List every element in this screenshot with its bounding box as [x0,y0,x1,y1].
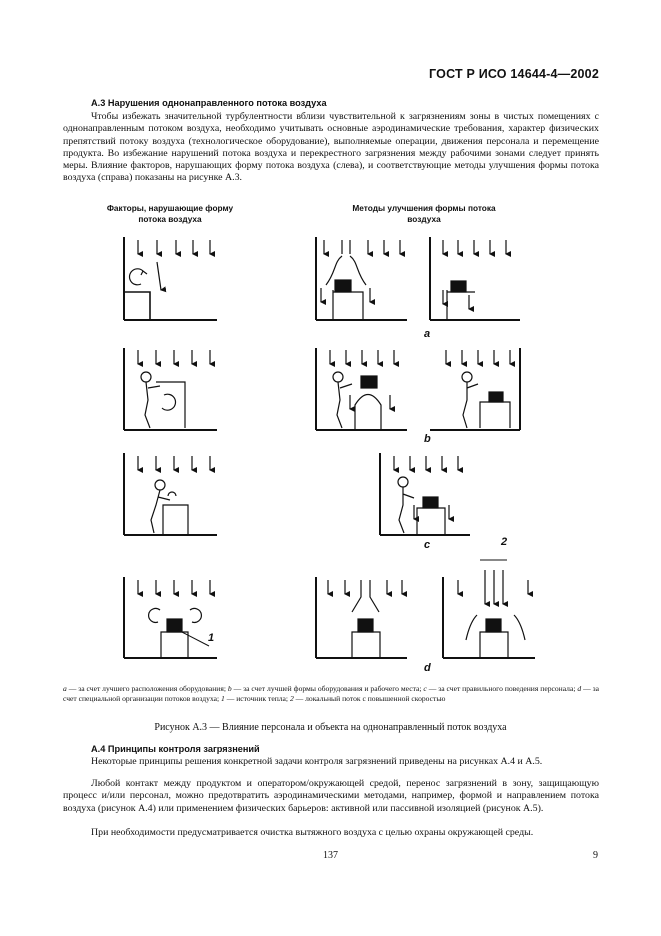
panel-b-middle [316,348,407,430]
row-label-c: c [424,539,431,551]
panel-a-middle [316,237,407,320]
page-number-center: 137 [323,850,338,861]
panel-c-left [124,453,217,535]
note-d-key: d [577,684,582,693]
note-a-text: — за счет лучшего расположения оборудования; [66,684,228,693]
section-a4-paragraph-2: Любой контакт между продуктом и оператором/окружающей средой, перенос загрязнений в зону, защищающую процесс и/или персонал, можно предотвратить аэродинамическими методами, например, формой и направлением потока воздуха (рисунок А.4) или применением физических барьеров: активной или пассивной изоляцией (рисунок А.5). [63,778,599,814]
section-a4-heading: А.4 Принципы контроля загрязнений [91,744,260,754]
right-column-title: Методы улучшения формы потока воздуха [352,203,496,224]
row-label-d: d [424,662,431,674]
note-2-key: 2 [289,693,294,703]
note-a-key: a [63,684,67,693]
section-a4-paragraph-1: Некоторые принципы решения конкретной задачи контроля загрязнений приведены на рисунках А.4 и А.5. [91,756,543,767]
figure-caption: Рисунок А.3 — Влияние персонала и объекта на однонаправленный поток воздуха [154,722,507,733]
note-c-text: — за счет правильного поведения персонала; [426,684,578,693]
panel-a-left [124,237,217,320]
note-1-text: — источник тепла; [224,693,290,703]
panel-c-right [380,453,470,535]
panel-d-right [443,560,535,658]
panel-a-right [430,237,520,320]
note-2-text: — локальный поток с повышенной скоростью [293,693,446,703]
callout-heat-source: 1 [208,632,215,644]
panel-d-left [124,577,217,658]
panel-d-middle [316,577,407,658]
panel-b-left [124,348,217,430]
callout-local-flow: 2 [501,536,508,548]
note-d-text: — за счет специальной организации потоков воздуха; [63,684,599,703]
section-a3-heading: А.3 Нарушения однонаправленного потока воздуха [91,98,327,108]
left-column-title: Факторы, нарушающие форму потока воздуха [106,203,234,224]
panel-b-right [430,348,520,430]
note-b-key: b [227,684,232,693]
row-label-a: a [424,328,431,340]
section-a3-paragraph: Чтобы избежать значительной турбулентности вблизи чувствительной к загрязнениям зоны в чистых помещениях с однонаправленным потоком воздуха, необходимо учитывать основные аэродинамические требования, характер физических препятствий потоку воздуха (технологическое оборудование), выполняемые операции, движения персонала и перемещение продукта. Во избежание нарушений потока воздуха и перекрестного загрязнения между рабочими зонами следует принять меры. Влияние факторов, нарушающих форму потока воздуха (слева), и соответствующие методы улучшения формы потока воздуха (справа) показаны на рисунке А.3. [63,111,599,184]
figure-notes [63,684,599,703]
note-b-text: — за счет лучшей формы оборудования и рабочего места; [231,684,424,693]
page-number-right: 9 [593,850,598,861]
note-1-key: 1 [221,693,225,703]
note-c-key: c [423,684,427,693]
section-a4-paragraph-3: При необходимости предусматривается очистка вытяжного воздуха с целью охраны окружающей среды. [91,827,534,838]
row-label-b: b [424,433,431,445]
document-header: ГОСТ Р ИСО 14644-4—2002 [429,67,599,81]
